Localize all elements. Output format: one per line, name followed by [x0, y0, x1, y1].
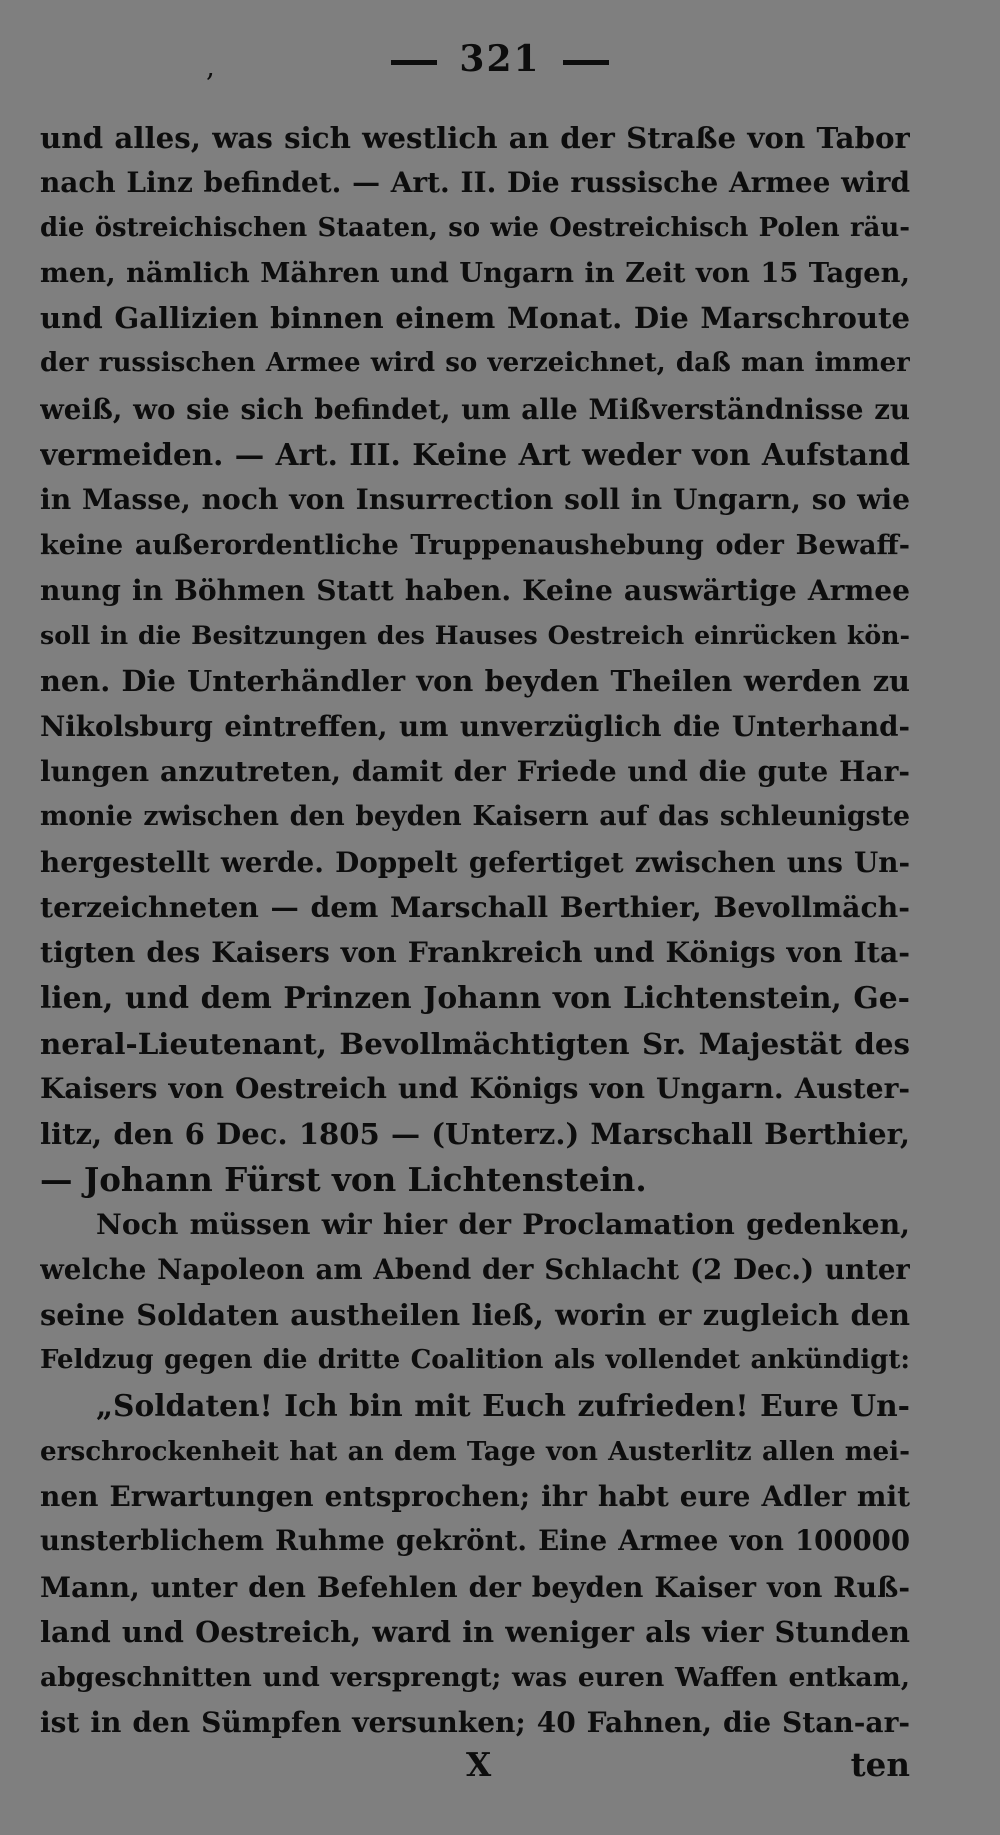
text-line: und Gallizien binnen einem Monat. Die Marschroute: [40, 301, 910, 336]
text-line: vermeiden. — Art. III. Keine Art weder von Aufstand: [40, 437, 910, 473]
text-line: Noch müssen wir hier der Proclamation gedenken,: [96, 1207, 910, 1242]
text-line: — Johann Fürst von Lichtenstein.: [40, 1159, 647, 1199]
text-line: men, nämlich Mähren und Ungarn in Zeit von 15 Tagen,: [40, 256, 910, 289]
text-line: nen Erwartungen entsprochen; ihr habt eure Adler mit: [40, 1479, 910, 1513]
text-line: terzeichneten — dem Marschall Berthier, Bevollmäch-: [40, 890, 910, 925]
text-line: lien, und dem Prinzen Johann von Lichtenstein, Ge-: [40, 980, 910, 1016]
text-line: nung in Böhmen Statt haben. Keine auswärtige Armee: [40, 573, 910, 607]
text-line: nach Linz befindet. — Art. II. Die russische Armee wird: [40, 166, 910, 200]
text-line: seine Soldaten austheilen ließ, worin er zugleich den: [40, 1297, 910, 1332]
text-line: weiß, wo sie sich befindet, um alle Mißverständnisse zu: [40, 392, 910, 426]
text-line: erschrockenheit hat an dem Tage von Austerlitz allen mei-: [40, 1435, 910, 1467]
text-line: in Masse, noch von Insurrection soll in Ungarn, so wie: [40, 483, 910, 517]
text-line: Mann, unter den Befehlen der beyden Kaiser von Ruß-: [40, 1570, 910, 1604]
page-header: [0, 38, 1000, 80]
catchword: ten: [850, 1745, 910, 1784]
text-line: tigten des Kaisers von Frankreich und Königs von Ita-: [40, 935, 910, 970]
page-number: 321: [459, 38, 541, 80]
text-line: Kaisers von Oestreich und Königs von Ungarn. Auster-: [40, 1072, 910, 1106]
signature-mark: X: [466, 1745, 492, 1784]
body-text: [40, 115, 910, 1746]
text-line: die östreichischen Staaten, so wie Oestreichisch Polen räu-: [40, 212, 910, 243]
text-line: und alles, was sich westlich an der Straße von Tabor: [40, 120, 910, 155]
text-line: soll in die Besitzungen des Hauses Oestreich einrücken kön-: [40, 620, 910, 651]
text-line: unsterblichem Ruhme gekrönt. Eine Armee von 100000: [40, 1525, 910, 1558]
text-line: keine außerordentliche Truppenaushebung oder Bewaff-: [40, 529, 910, 561]
page-footer: [40, 1745, 910, 1790]
text-line: lungen anzutreten, damit der Friede und die gute Har-: [40, 755, 910, 789]
text-line: Feldzug gegen die dritte Coalition als vollendet ankündigt:: [40, 1345, 910, 1376]
header-dash-left: [391, 60, 437, 65]
text-line: land und Oestreich, ward in weniger als vier Stunden: [40, 1614, 910, 1649]
text-line: hergestellt werde. Doppelt gefertiget zwischen uns Un-: [40, 845, 910, 879]
text-line: litz, den 6 Dec. 1805 — (Unterz.) Marschall Berthier,: [40, 1116, 910, 1151]
text-line: welche Napoleon am Abend der Schlacht (2 Dec.) unter: [40, 1253, 910, 1287]
stray-mark: ,: [206, 50, 215, 83]
text-line: „Soldaten! Ich bin mit Euch zufrieden! Eure Un-: [96, 1388, 910, 1424]
header-dash-right: [563, 60, 609, 65]
text-line: abgeschnitten und versprengt; was euren Waffen entkam,: [40, 1662, 910, 1694]
text-line: ist in den Sümpfen versunken; 40 Fahnen, die Stan-ar-: [40, 1706, 910, 1740]
text-line: neral-Lieutenant, Bevollmächtigten Sr. Majestät des: [40, 1025, 910, 1061]
text-line: nen. Die Unterhändler von beyden Theilen werden zu: [40, 663, 910, 698]
text-line: der russischen Armee wird so verzeichnet, daß man immer: [40, 348, 910, 379]
text-line: monie zwischen den beyden Kaisern auf das schleunigste: [40, 801, 910, 833]
text-line: Nikolsburg eintreffen, um unverzüglich die Unterhand-: [40, 709, 910, 743]
